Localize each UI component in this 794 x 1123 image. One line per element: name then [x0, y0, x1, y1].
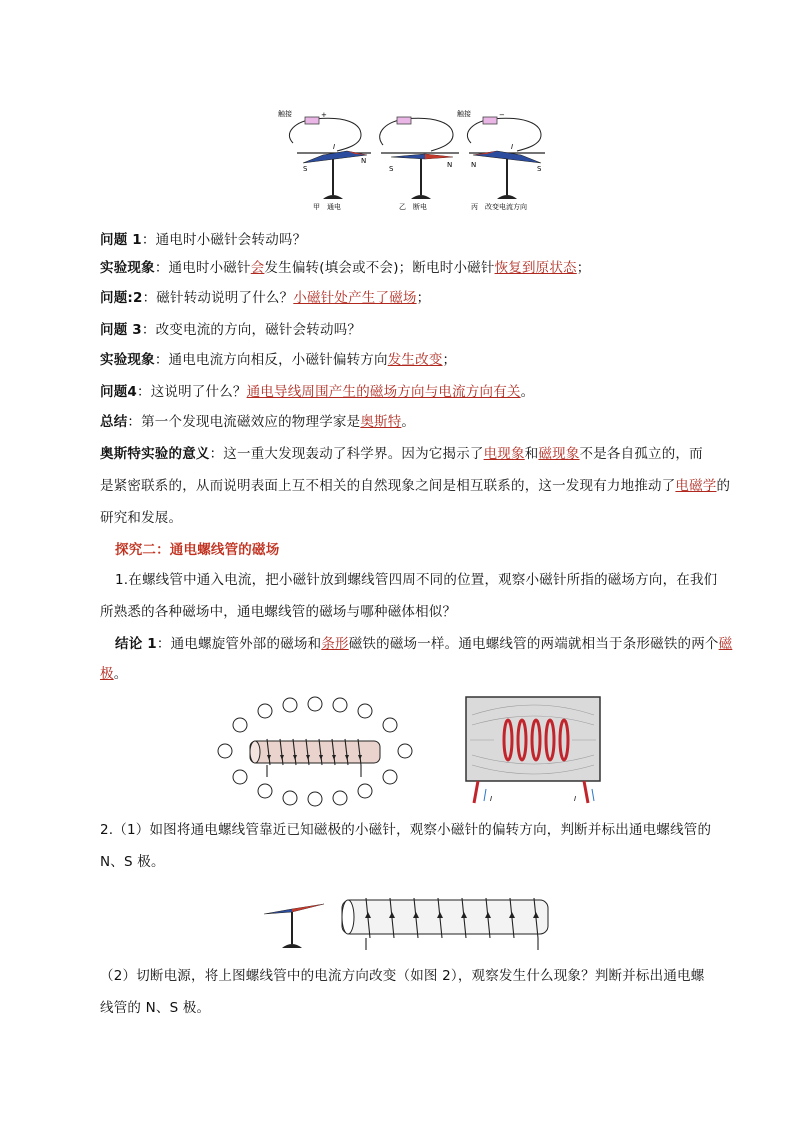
plus-label: +	[321, 111, 327, 119]
paragraph-3-line-2	[100, 998, 720, 1018]
text-segment: 1.在螺线管中通入电流，把小磁针放到螺线管四周不同的位置，观察小磁针所指的磁场方向，在我们	[115, 572, 718, 588]
answer-blank: 奥斯特	[360, 414, 402, 430]
compass-circle-icon	[383, 718, 397, 732]
significance-line-1	[100, 444, 720, 464]
text-segment: 不是各自孤立的，而	[579, 446, 703, 462]
paragraph-1-line-2	[100, 602, 720, 622]
significance-line-2	[100, 476, 731, 496]
caption-reversed: 丙 改变电流方向	[471, 203, 527, 211]
text-segment: 。	[401, 414, 416, 430]
s-label: S	[303, 165, 308, 173]
text-segment: 发生偏转(填会或不会)；断电时小磁针	[264, 260, 495, 276]
compass-circle-icon	[308, 792, 322, 806]
summary	[100, 412, 720, 432]
n-label: N	[447, 161, 453, 169]
conclusion-label: 结论 1	[115, 636, 157, 652]
solenoid-compass-diagram	[215, 693, 415, 813]
observation-1	[100, 258, 720, 278]
compass-circle-icon	[333, 791, 347, 805]
question-3	[100, 320, 720, 340]
panel-reversed	[457, 109, 545, 211]
compass-circle-icon	[233, 770, 247, 784]
text-segment: N、S 极。	[100, 854, 165, 870]
text-segment: 。	[113, 666, 128, 682]
question-text: ：这说明了什么？	[137, 384, 247, 400]
compass-circle-icon	[283, 698, 297, 712]
observation-label: 实验现象	[100, 260, 155, 276]
section-2-title	[115, 540, 735, 560]
compass-circle-icon	[258, 704, 272, 718]
minus-label: −	[499, 111, 505, 119]
text-segment: 是紧密联系的，从而说明表面上互不相关的自然现象之间是相互联系的，这一发现有力地推动了	[100, 478, 676, 494]
question-2	[100, 288, 720, 308]
caption-unpowered: 乙 断电	[399, 203, 427, 211]
text-segment: ；	[416, 290, 431, 306]
compass-circle-icon	[283, 791, 297, 805]
compass-circle-icon	[258, 784, 272, 798]
compass-circle-icon	[398, 744, 412, 758]
panel-unpowered	[380, 117, 459, 211]
conclusion-1-line-1	[115, 634, 735, 654]
question-4	[100, 382, 720, 402]
s-label: S	[389, 165, 394, 173]
compass-circle-icon	[358, 704, 372, 718]
text-segment: （2）切断电源，将上图螺线管中的电流方向改变（如图 2），观察发生什么现象？判断并标出通电螺	[100, 968, 705, 984]
text-segment: ：通电电流方向相反，小磁针偏转方向	[154, 352, 388, 368]
question-label: 问题 1	[100, 232, 142, 248]
question-text: ：改变电流的方向，磁针会转动吗？	[141, 322, 362, 338]
current-label: I	[333, 143, 336, 151]
answer-blank: 会	[250, 260, 265, 276]
compass-circle-icon	[383, 770, 397, 784]
touch-label: 触接	[278, 110, 292, 118]
text-segment: ；	[442, 352, 457, 368]
text-segment: ：通电时小磁针	[154, 260, 251, 276]
answer-blank: 电磁学	[675, 478, 717, 494]
s-label: S	[537, 165, 542, 173]
answer-blank: 磁现象	[538, 446, 580, 462]
answer-blank: 通电导线周围产生的磁场方向与电流方向有关	[246, 384, 521, 400]
caption-powered: 甲 通电	[313, 203, 341, 211]
question-label: 问题4	[100, 384, 137, 400]
panel-powered	[278, 109, 371, 211]
text-segment: 磁铁的磁场一样。通电螺线管的两端就相当于条形磁铁的两个	[348, 636, 719, 652]
text-segment: ：这一重大发现轰动了科学界。因为它揭示了	[209, 446, 484, 462]
compass-circle-icon	[358, 784, 372, 798]
current-label: I	[511, 143, 514, 151]
oersted-experiment-figure	[275, 105, 550, 215]
question-label: 问题 3	[100, 322, 142, 338]
solenoid-tube	[342, 900, 548, 934]
text-segment: 2.（1）如图将通电螺线管靠近已知磁极的小磁针，观察小磁针的偏转方向，判断并标出通电螺线管的	[100, 822, 712, 838]
battery-icon	[397, 117, 411, 124]
answer-blank: 磁	[718, 636, 733, 652]
n-label: N	[361, 157, 367, 165]
text-segment: 研究和发展。	[100, 510, 183, 526]
paragraph-2-line-2	[100, 852, 720, 872]
compass-circle-icon	[308, 697, 322, 711]
compass-circle-icon	[218, 744, 232, 758]
text-segment: ；	[576, 260, 591, 276]
compass-circle-icon	[233, 718, 247, 732]
current-label: I	[490, 795, 493, 803]
paragraph-1-line-1	[115, 570, 735, 590]
answer-blank: 小磁针处产生了磁场	[293, 290, 417, 306]
section-title: 探究二：通电螺线管的磁场	[115, 542, 280, 558]
conclusion-1-line-2	[100, 664, 720, 684]
answer-blank: 恢复到原状态	[494, 260, 577, 276]
touch-label: 触接	[457, 110, 471, 118]
answer-blank: 极	[100, 666, 114, 682]
answer-blank: 条形	[321, 636, 349, 652]
text-segment: ：通电螺旋管外部的磁场和	[156, 636, 322, 652]
compass-circle-icon	[333, 698, 347, 712]
observation-2	[100, 350, 720, 370]
question-text: ：通电时小磁针会转动吗？	[141, 232, 307, 248]
text-segment: 的	[716, 478, 731, 494]
question-label: 问题:2	[100, 290, 143, 306]
observation-label: 实验现象	[100, 352, 155, 368]
paragraph-2-line-1	[100, 820, 720, 840]
significance-label: 奥斯特实验的意义	[100, 446, 210, 462]
compass-and-solenoid-diagram	[262, 882, 554, 952]
question-1	[100, 230, 720, 250]
text-segment: ：第一个发现电流磁效应的物理学家是	[127, 414, 361, 430]
text-segment: 和	[524, 446, 539, 462]
answer-blank: 电现象	[483, 446, 525, 462]
significance-line-3	[100, 508, 720, 528]
summary-label: 总结	[100, 414, 128, 430]
question-text: ：磁针转动说明了什么？	[142, 290, 294, 306]
iron-filings-photo	[464, 695, 606, 807]
text-segment: 线管的 N、S 极。	[100, 1000, 211, 1016]
current-label: I	[574, 795, 577, 803]
n-label: N	[471, 161, 477, 169]
answer-blank: 发生改变	[387, 352, 443, 368]
battery-icon	[305, 117, 319, 124]
text-segment: 所熟悉的各种磁场中，通电螺线管的磁场与哪种磁体相似？	[100, 604, 457, 620]
text-segment: 。	[520, 384, 535, 400]
battery-icon	[483, 117, 497, 124]
paragraph-3-line-1	[100, 966, 720, 986]
